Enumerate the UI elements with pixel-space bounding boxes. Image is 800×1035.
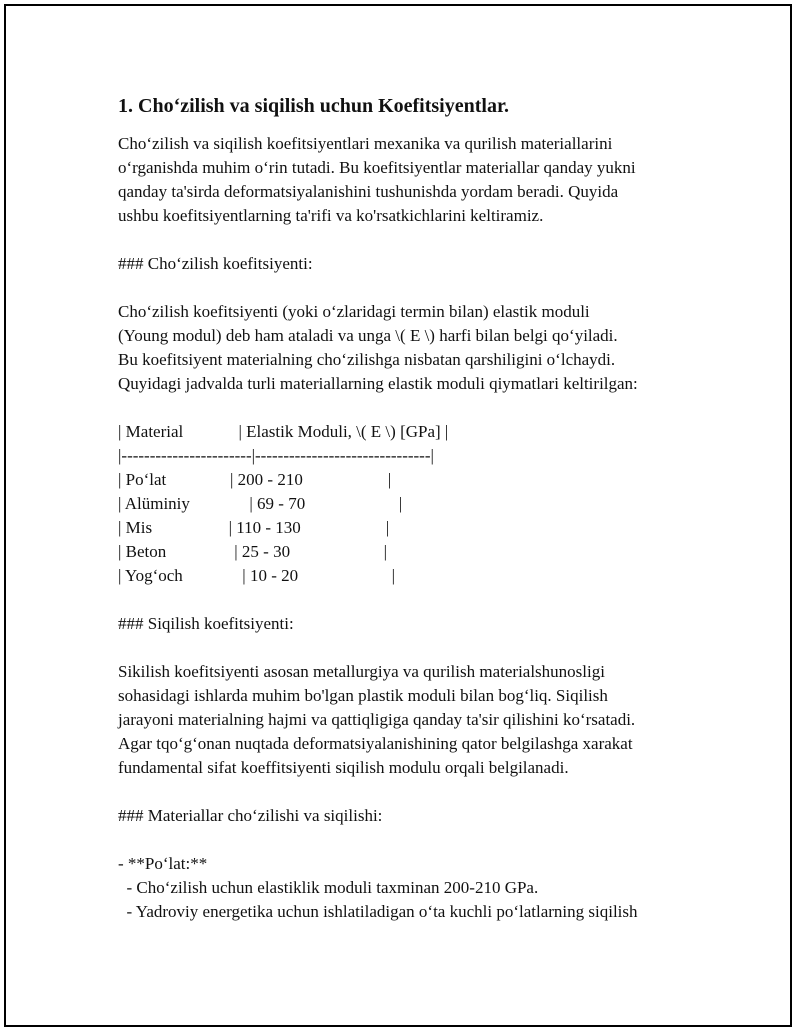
elastic-modulus-table: [118, 420, 708, 588]
text-line: Quyidagi jadvalda turli materiallarning elastik moduli qiymatlari keltirilgan:: [118, 374, 638, 393]
table-row: | Yog‘och | 10 - 20 |: [118, 566, 396, 585]
section-title-compression: ### Siqilish koefitsiyenti:: [118, 614, 294, 633]
text-line: Agar tqo‘g‘onan nuqtada deformatsiyalanishining qator belgilashga xarakat: [118, 734, 633, 753]
text-line: sohasidagi ishlarda muhim bo'lgan plastik moduli bilan bog‘liq. Siqilish: [118, 686, 608, 705]
text-line: qanday ta'sirda deformatsiyalanishini tushunishda yordam beradi. Quyida: [118, 182, 619, 201]
stretching-paragraph: [118, 300, 708, 396]
table-header-row: | Material | Elastik Moduli, \( E \) [GPa] |: [118, 422, 449, 441]
list-item: - Cho‘zilish uchun elastiklik moduli taxminan 200-210 GPa.: [118, 878, 539, 897]
materials-list: [118, 852, 708, 924]
text-line: Sikilish koefitsiyenti asosan metallurgiya va qurilish materialshunosligi: [118, 662, 605, 681]
table-row: | Beton | 25 - 30 |: [118, 542, 387, 561]
text-line: Cho‘zilish va siqilish koefitsiyentlari mexanika va qurilish materiallarini: [118, 134, 613, 153]
text-line: Bu koefitsiyent materialning cho‘zilishga nisbatan qarshiligini o‘lchaydi.: [118, 350, 616, 369]
document-page: [118, 92, 708, 924]
text-line: (Young modul) deb ham ataladi va unga \( E \) harfi bilan belgi qo‘yiladi.: [118, 326, 618, 345]
list-item: - Yadroviy energetika uchun ishlatiladigan o‘ta kuchli po‘latlarning siqilish: [118, 902, 638, 921]
table-row: | Alüminiy | 69 - 70 |: [118, 494, 403, 513]
table-separator: |-----------------------|-------------------------------|: [118, 446, 434, 465]
intro-paragraph: [118, 132, 708, 228]
text-line: o‘rganishda muhim o‘rin tutadi. Bu koefitsiyentlar materiallar qanday yukni: [118, 158, 636, 177]
text-line: jarayoni materialning hajmi va qattiqligiga qanday ta'sir qilishini ko‘rsatadi.: [118, 710, 636, 729]
table-row: | Po‘lat | 200 - 210 |: [118, 470, 392, 489]
section-title-materials: ### Materiallar cho‘zilishi va siqilishi:: [118, 806, 383, 825]
text-line: ushbu koefitsiyentlarning ta'rifi va ko'rsatkichlarini keltiramiz.: [118, 206, 544, 225]
text-line: Cho‘zilish koefitsiyenti (yoki o‘zlaridagi termin bilan) elastik moduli: [118, 302, 590, 321]
compression-paragraph: [118, 660, 708, 780]
section-title-stretching: ### Cho‘zilish koefitsiyenti:: [118, 254, 313, 273]
list-item: - **Po‘lat:**: [118, 854, 208, 873]
text-line: fundamental sifat koeffitsiyenti siqilish modulu orqali belgilanadi.: [118, 758, 569, 777]
table-row: | Mis | 110 - 130 |: [118, 518, 390, 537]
document-heading: 1. Cho‘zilish va siqilish uchun Koefitsiyentlar.: [118, 95, 509, 117]
